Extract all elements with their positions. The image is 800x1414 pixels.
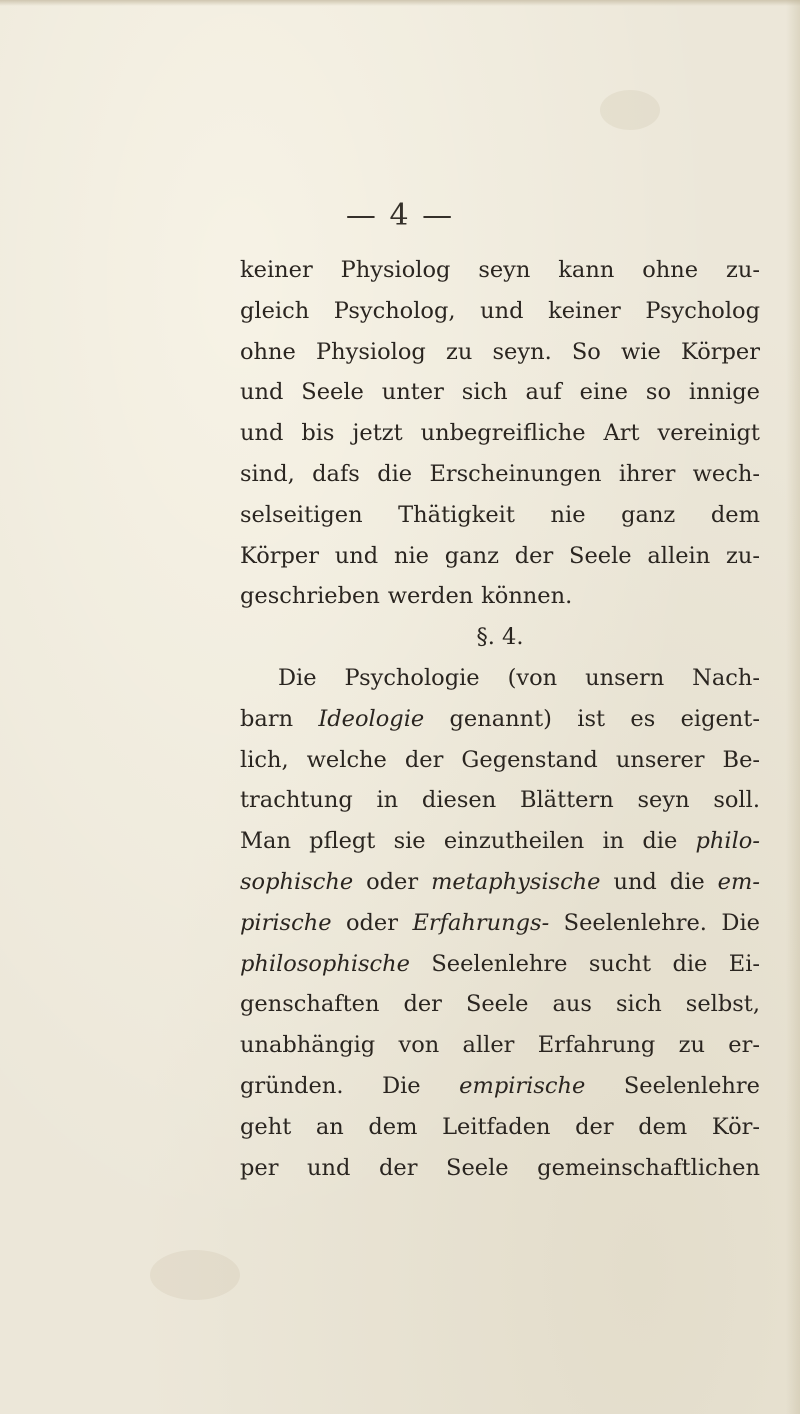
page-number: — 4 — — [345, 198, 455, 233]
body-text — [240, 250, 760, 1188]
text-line: Körper und nie ganz der Seele allein zu- — [240, 542, 760, 569]
text-line: Man pflegt sie einzutheilen in die philo- — [240, 821, 760, 862]
text-line: gründen. Die empirische Seelenlehre — [240, 1066, 760, 1107]
emphasis: metaphysische — [431, 868, 601, 895]
emphasis: pirische — [240, 909, 332, 936]
text-line: trachtung in diesen Blättern seyn soll. — [240, 787, 760, 814]
page-top-edge — [0, 0, 800, 6]
text-line: geschrieben werden können. — [240, 583, 573, 610]
text-line: und Seele unter sich auf eine so innige — [240, 379, 760, 406]
paper-stain — [150, 1250, 240, 1300]
text-line: ohne Physiolog zu seyn. So wie Körper — [240, 338, 760, 365]
emphasis: sophische — [240, 868, 354, 895]
text-line: philosophische Seelenlehre sucht die Ei- — [240, 944, 760, 985]
text-line: selseitigen Thätigkeit nie ganz dem — [240, 501, 760, 528]
text-line: lich, welche der Gegenstand unserer Be- — [240, 746, 760, 773]
emphasis: philosophische — [240, 950, 410, 977]
emphasis: em- — [717, 868, 760, 895]
paper-stain — [600, 90, 660, 130]
text-line: Die Psychologie (von unsern Nach- — [278, 664, 760, 691]
text-line: sind, dafs die Erscheinungen ihrer wech- — [240, 460, 760, 487]
text-line: per und der Seele gemeinschaftlichen — [240, 1154, 760, 1181]
section-heading: §. 4. — [476, 624, 524, 651]
emphasis: empirische — [459, 1072, 586, 1099]
emphasis: Ideologie — [318, 705, 425, 732]
text-line: geht an dem Leitfaden der dem Kör- — [240, 1113, 760, 1140]
text-line: unabhängig von aller Erfahrung zu er- — [240, 1032, 760, 1059]
text-line: keiner Physiolog seyn kann ohne zu- — [240, 257, 760, 283]
text-line: gleich Psycholog, und keiner Psycholog — [240, 297, 760, 324]
emphasis: philo- — [695, 828, 760, 855]
text-line: pirische oder Erfahrungs- Seelenlehre. Die — [240, 903, 760, 944]
emphasis: Erfahrungs- — [412, 909, 550, 936]
text-line: genschaften der Seele aus sich selbst, — [240, 991, 760, 1018]
text-line: barn Ideologie genannt) ist es eigent- — [240, 699, 760, 740]
text-line: sophische oder metaphysische und die em- — [240, 862, 760, 903]
text-line: und bis jetzt unbegreifliche Art vereinigt — [240, 420, 760, 447]
